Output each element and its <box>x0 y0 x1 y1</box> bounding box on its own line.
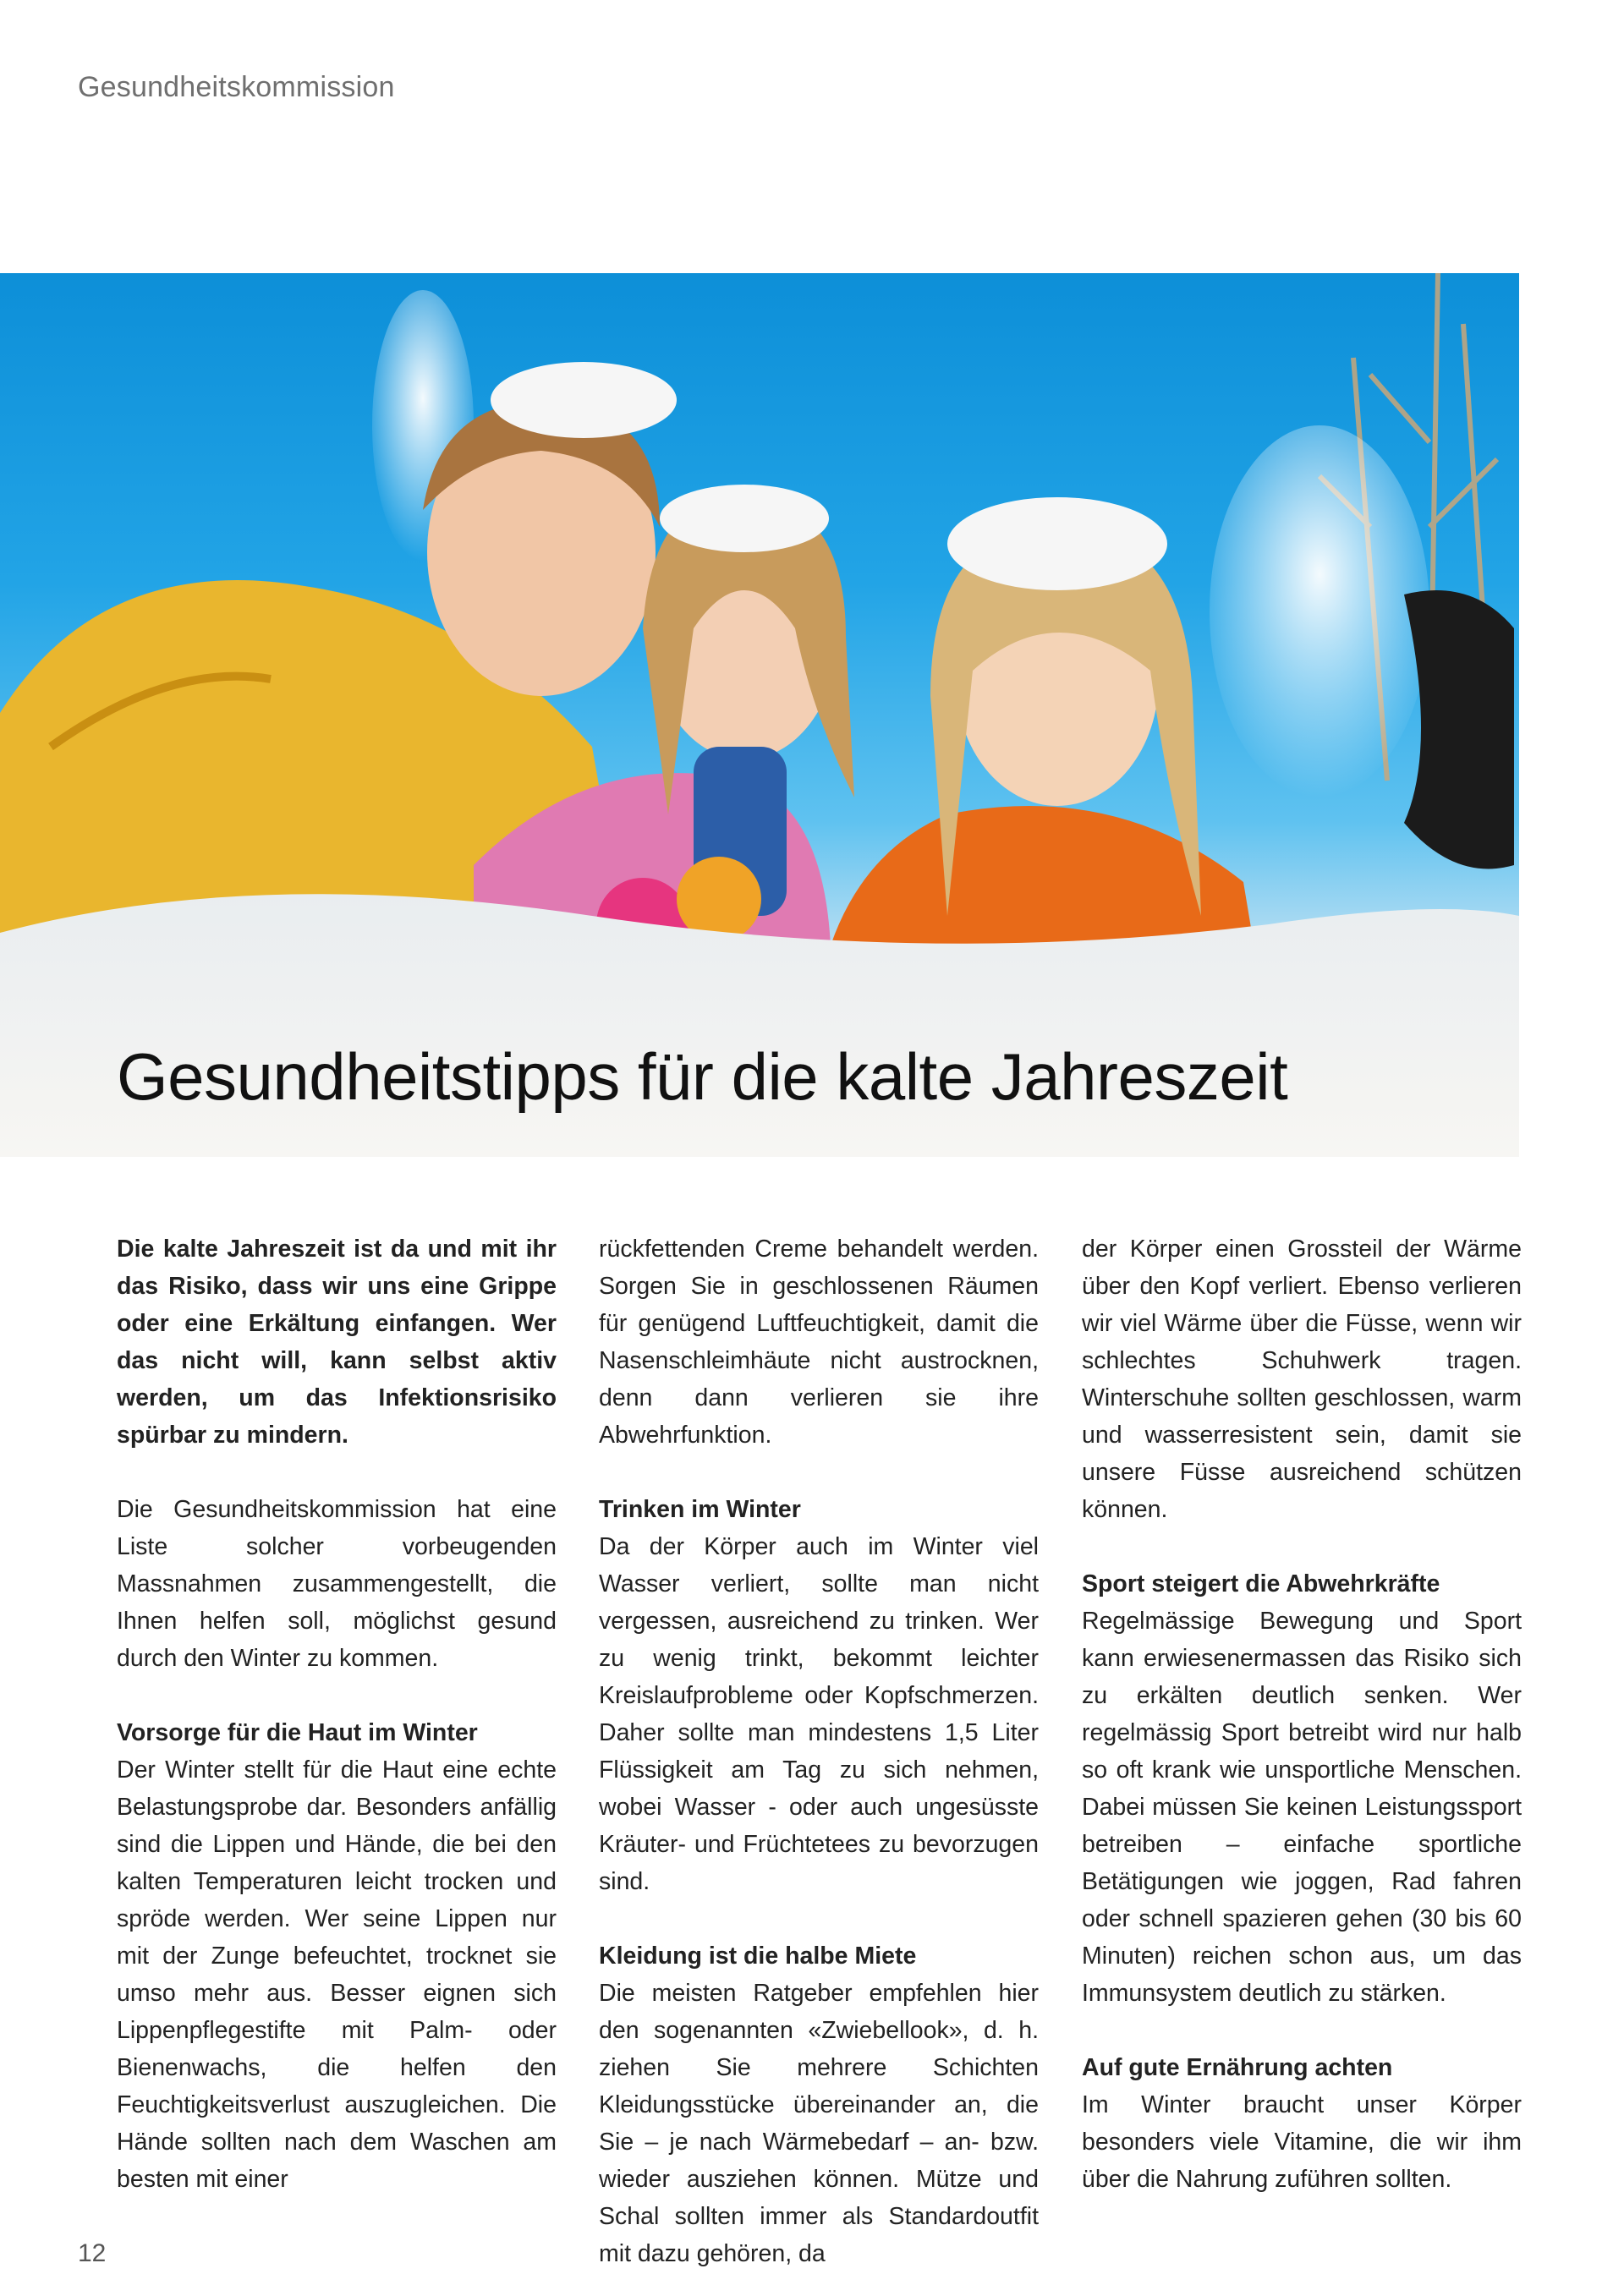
section-heading-sport: Sport steigert die Abwehrkräfte <box>1082 1570 1440 1597</box>
section-heading-skin: Vorsorge für die Haut im Winter <box>117 1719 478 1746</box>
snow-kids-photo-icon <box>0 273 1519 1157</box>
hero-image <box>0 273 1519 1157</box>
section-text-drinking: Da der Körper auch im Winter viel Wasser verliert, sollte man nicht vergessen, ausreichend zu trinken. Wer zu wenig trinkt, bekommt leichter Kreislaufprobleme oder Kopfschmerzen. Daher sollte man mindestens 1,5 Liter Flüssigkeit am Tag zu sich nehmen, wobei Wasser - oder auch ungesüsste Kräuter- und Früchtetees zu bevorzugen sind. <box>599 1533 1039 1895</box>
section-heading-nutrition: Auf gute Ernährung achten <box>1082 2054 1393 2081</box>
section-text-clothing: Die meisten Ratgeber empfehlen hier den sogenannten «Zwiebellook», d. h. ziehen Sie mehrere Schichten Kleidungsstücke übereinander an, die Sie – je nach Wärmebedarf – an- bzw. wieder ausziehen können. Mütze und Schal sollten immer als Standardoutfit mit dazu gehören, da <box>599 1980 1039 2267</box>
section-heading-drinking: Trinken im Winter <box>599 1496 801 1523</box>
section-text-skin-cont: rückfettenden Creme behandelt werden. Sorgen Sie in geschlossenen Räumen für genügend Luftfeuchtigkeit, damit die Nasenschleimhäute nicht austrocknen, denn dann verlieren sie ihre Abwehrfunktion. <box>599 1236 1039 1449</box>
section-text-nutrition: Im Winter braucht unser Körper besonders viele Vitamine, die wir ihm über die Nahrung zuführen sollten. <box>1082 2091 1522 2193</box>
article-lead: Die kalte Jahreszeit ist da und mit ihr das Risiko, dass wir uns eine Grippe oder eine Erkältung einfangen. Wer das nicht will, kann selbst aktiv werden, um das Infektionsrisiko spürbar zu mindern. <box>117 1236 557 1449</box>
page-title: Gesundheitstipps für die kalte Jahreszeit <box>117 1039 1288 1114</box>
page-number: 12 <box>78 2239 107 2267</box>
article-column-3 <box>1082 1230 1522 2198</box>
section-text-sport: Regelmässige Bewegung und Sport kann erwiesenermassen das Risiko sich zu erkälten deutlich senken. Wer regelmässig Sport betreibt wird nur halb so oft krank wie unsportliche Menschen. Dabei müssen Sie keinen Leistungssport betreiben – einfache sportliche Betätigungen wie joggen, Rad fahren oder schnell spazieren gehen (30 bis 60 Minuten) reichen schon aus, um das Immunsystem deutlich zu stärken. <box>1082 1608 1522 2007</box>
section-text-skin: Der Winter stellt für die Haut eine echte Belastungsprobe dar. Besonders anfällig sind die Lippen und Hände, die bei den kalten Temperaturen leicht trocken und spröde werden. Wer seine Lippen nur mit der Zunge befeuchtet, trocknet sie umso mehr aus. Besser eignen sich Lippenpflegestifte mit Palm- oder Bienenwachs, die helfen den Feuchtigkeitsverlust auszugleichen. Die Hände sollten nach dem Waschen am besten mit einer <box>117 1756 557 2193</box>
section-text-clothing-cont: der Körper einen Grossteil der Wärme über den Kopf verliert. Ebenso verlieren wir viel Wärme über die Füsse, wenn wir schlechtes Schuhwerk tragen. Winterschuhe sollten geschlossen, warm und wasserresistent sein, damit sie unsere Füsse ausreichend schützen können. <box>1082 1236 1522 1523</box>
section-heading-clothing: Kleidung ist die halbe Miete <box>599 1943 917 1970</box>
section-label: Gesundheitskommission <box>78 71 395 103</box>
article-column-1 <box>117 1230 557 2198</box>
article-column-2 <box>599 1230 1039 2272</box>
article-intro: Die Gesundheitskommission hat eine Liste solcher vorbeugenden Massnahmen zusammengestellt, die Ihnen helfen soll, möglichst gesund durch den Winter zu kommen. <box>117 1496 557 1672</box>
